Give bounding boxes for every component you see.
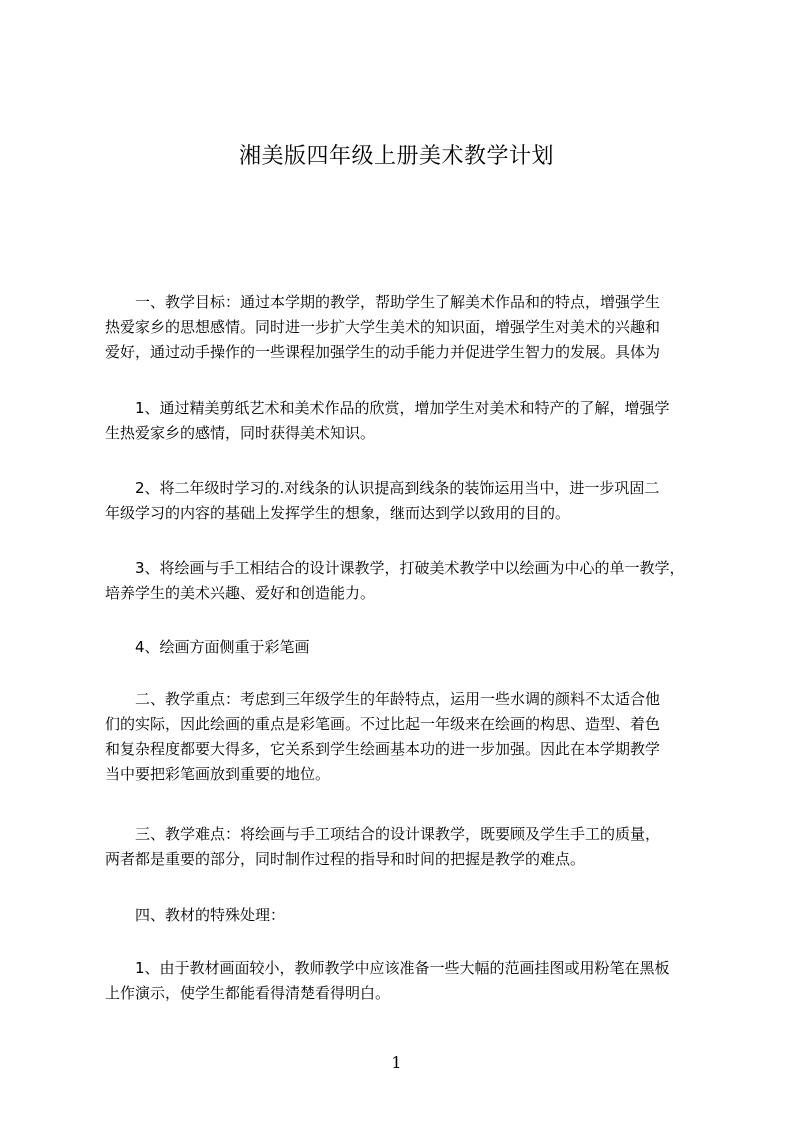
text-line: 上作演示，使学生都能看得清楚看得明白。 [105,984,391,1002]
text-line: 二、教学重点：考虑到三年级学生的年龄特点，运用一些水调的颜料不太适合他 [135,690,661,708]
text-line: 1、通过精美剪纸艺术和美术作品的欣赏，增加学生对美术和特产的了解，增强学 [135,399,670,417]
text-line: 一、教学目标：通过本学期的教学，帮助学生了解美术作品和的特点，增强学生 [135,293,661,311]
text-line: 培养学生的美术兴趣、爱好和创造能力。 [105,584,376,602]
page-number: 1 [391,1053,402,1072]
paragraph-goal-item-2 [105,476,715,526]
text-line: 3、将绘画与手工相结合的设计课教学，打破美术教学中以绘画为中心的单一教学， [135,559,685,577]
paragraph-special-handling-item-1 [105,956,715,1006]
text-line: 2、将二年级时学习的.对线条的认识提高到线条的装饰运用当中，进一步巩固二 [135,479,660,497]
paragraph-goal-item-3 [105,556,715,606]
text-line: 三、教学难点：将绘画与手工项结合的设计课教学，既要顾及学生手工的质量， [135,825,661,843]
text-line: 热爱家乡的思想感情。同时进一步扩大学生美术的知识面，增强学生对美术的兴趣和 [105,318,661,336]
paragraph-goal-item-1 [105,396,715,446]
text-line: 1、由于教材画面较小，教师教学中应该准备一些大幅的范画挂图或用粉笔在黑板 [135,959,670,977]
text-line: 生热爱家乡的感情，同时获得美术知识。 [105,424,376,442]
page-title: 湘美版四年级上册美术教学计划 [238,144,554,169]
paragraph-teaching-difficulty [105,822,715,872]
text-line: 两者都是重要的部分，同时制作过程的指导和时间的把握是教学的难点。 [105,850,586,868]
text-line: 们的实际，因此绘画的重点是彩笔画。不过比起一年级来在绘画的构思、造型、着色 [105,715,661,733]
text-line: 年级学习的内容的基础上发挥学生的想象，继而达到学以致用的目的。 [105,504,571,522]
text-line: 四、教材的特殊处理： [135,906,286,924]
paragraph-teaching-goals [105,290,715,365]
text-line: 和复杂程度都要大得多，它关系到学生绘画基本功的进一步加强。因此在本学期教学 [105,740,661,758]
text-line: 爱好，通过动手操作的一些课程加强学生的动手能力并促进学生智力的发展。具体为 [105,343,661,361]
paragraph-special-handling-heading [105,903,715,928]
paragraph-goal-item-4 [105,635,715,660]
text-line: 当中要把彩笔画放到重要的地位。 [105,765,331,783]
paragraph-teaching-focus [105,687,715,787]
text-line: 4、绘画方面侧重于彩笔画 [135,638,310,656]
